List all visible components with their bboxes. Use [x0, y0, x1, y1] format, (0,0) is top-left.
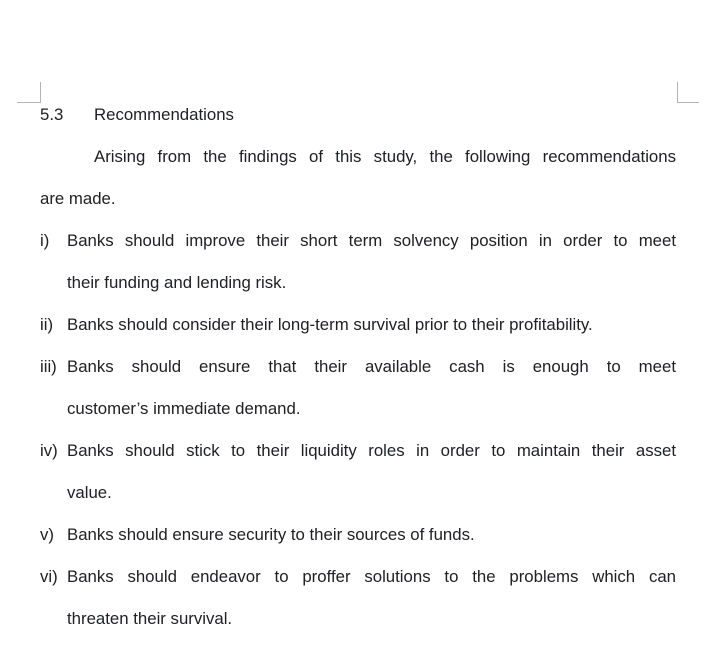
list-item-marker: iv)	[40, 441, 58, 460]
list-item-text: Banks should improve their short term solvency position in order to meet	[67, 231, 676, 250]
list-item-text: Banks should stick to their liquidity roles in order to maintain their asset	[67, 441, 676, 460]
list-item-marker: iii)	[40, 357, 57, 376]
list-item-text-continued: value.	[67, 483, 112, 502]
crop-mark-top-left-horizontal	[17, 102, 41, 103]
list-item-text: Banks should ensure security to their sources of funds.	[67, 525, 475, 544]
intro-line-1: Arising from the findings of this study, the following recommendations	[94, 147, 676, 166]
section-title: Recommendations	[94, 105, 234, 124]
list-item-marker: ii)	[40, 315, 54, 334]
list-item-marker: vi)	[40, 567, 58, 586]
section-number: 5.3	[40, 105, 64, 124]
crop-mark-top-left-vertical	[40, 82, 41, 103]
intro-line-2: are made.	[40, 189, 116, 208]
list-item-text-continued: their funding and lending risk.	[67, 273, 287, 292]
list-item-marker: v)	[40, 525, 54, 544]
crop-mark-top-right-vertical	[677, 82, 678, 103]
list-item-text-continued: customer’s immediate demand.	[67, 399, 301, 418]
list-item-marker: i)	[40, 231, 50, 250]
list-item-text-continued: threaten their survival.	[67, 609, 233, 628]
list-item-text: Banks should endeavor to proffer solutions to the problems which can	[67, 567, 676, 586]
list-item-text: Banks should ensure that their available cash is enough to meet	[67, 357, 676, 376]
crop-mark-top-right-horizontal	[677, 102, 699, 103]
list-item-text: Banks should consider their long-term survival prior to their profitability.	[67, 315, 593, 334]
